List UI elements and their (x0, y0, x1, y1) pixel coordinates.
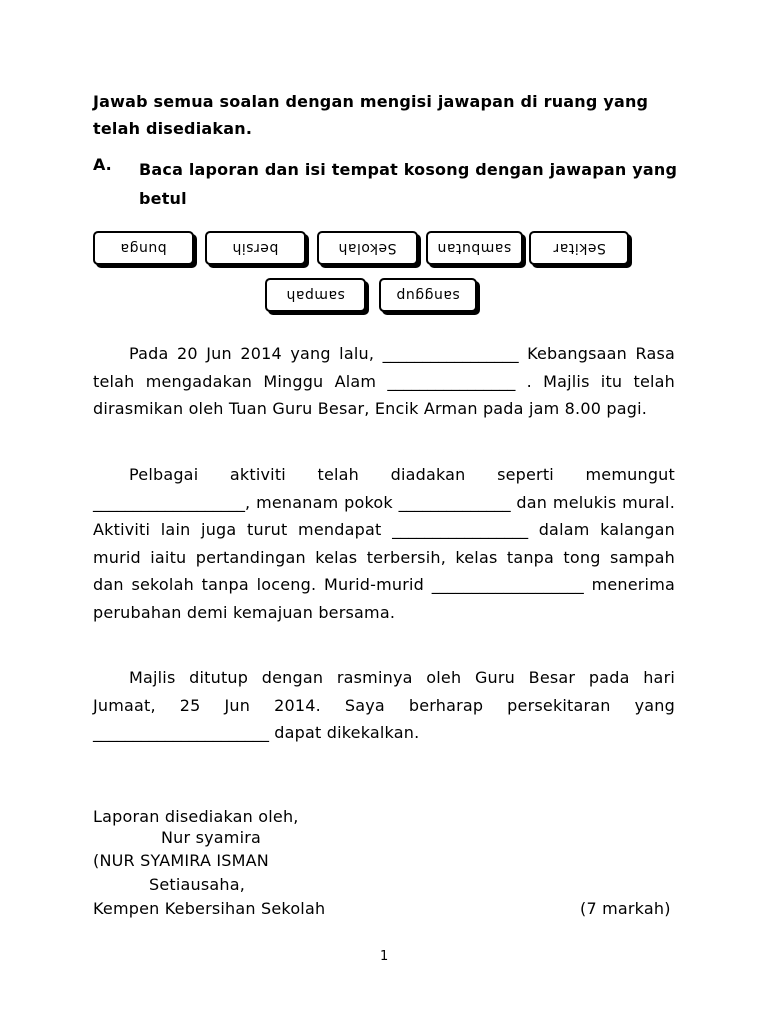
word-label: sanggup (396, 287, 460, 303)
paragraph-text: menerima perubahan demi kemajuan bersama. (93, 575, 675, 622)
paragraph-text: dan melukis mural. Aktiviti lain juga turut mendapat (93, 492, 675, 539)
report-paragraph-2 (93, 461, 675, 626)
paragraph-text: dapat dikekalkan. (274, 723, 420, 742)
answer-blank-6[interactable]: ___________________ (431, 575, 584, 594)
report-paragraph-1 (93, 340, 675, 423)
full-name: (NUR SYAMIRA ISMAN (93, 851, 269, 870)
answer-blank-3[interactable]: ___________________ (93, 492, 245, 512)
paragraph-text: Kebangsaan Rasa telah mengadakan Minggu Alam (93, 344, 675, 391)
signed-name: Nur syamira (161, 828, 261, 847)
word-box-sekolah (317, 231, 418, 265)
word-label: sampah (286, 287, 345, 303)
word-box-sambutan (426, 231, 523, 265)
paragraph-text: Pada 20 Jun 2014 yang lalu, (129, 344, 375, 363)
word-label: Sekitar (552, 240, 606, 256)
paragraph-text: dalam kalangan murid iaitu pertandingan kelas terbersih, kelas tanpa tong sampah dan sekolah tanpa loceng. Murid-murid (93, 520, 676, 594)
instructions: Jawab semua soalan dengan mengisi jawapan di ruang yang telah disediakan. (93, 92, 649, 138)
word-label: bunga (120, 240, 167, 256)
page-number: 1 (380, 949, 389, 964)
organization: Kempen Kebersihan Sekolah (93, 899, 326, 918)
word-box-sanggup (379, 278, 477, 312)
word-label: sambutan (437, 240, 512, 256)
section-instruction: Baca laporan dan isi tempat kosong dengan jawapan yang betul (139, 160, 678, 208)
word-box-sekitar (529, 231, 629, 265)
paragraph-text: . Majlis itu telah dirasmikan oleh Tuan Guru Besar, Encik Arman pada jam 8.00 pagi. (93, 371, 675, 418)
word-label: Sekolah (338, 240, 397, 256)
word-label: bersih (232, 240, 279, 256)
answer-blank-7[interactable]: ______________________ (93, 723, 269, 742)
answer-blank-4[interactable]: ______________ (398, 492, 511, 512)
prepared-by: Laporan disediakan oleh, (93, 807, 299, 826)
paragraph-text: , menanam pokok (245, 492, 393, 512)
answer-blank-2[interactable]: ________________ (387, 371, 516, 391)
report-paragraph-3 (93, 664, 675, 747)
answer-blank-5[interactable]: _________________ (392, 520, 529, 539)
word-box-bunga (93, 231, 194, 265)
word-box-sampah (265, 278, 366, 312)
word-box-bersih (205, 231, 306, 265)
marks: (7 markah) (580, 899, 671, 918)
paragraph-text: Majlis ditutup dengan rasminya oleh Guru Besar pada hari Jumaat, 25 Jun 2014. Saya berharap persekitaran yang (93, 668, 675, 715)
section-letter: A. (93, 155, 112, 174)
role: Setiausaha, (149, 875, 246, 894)
answer-blank-1[interactable]: _________________ (382, 344, 519, 363)
paragraph-text: Pelbagai aktiviti telah diadakan seperti memungut (129, 465, 675, 484)
